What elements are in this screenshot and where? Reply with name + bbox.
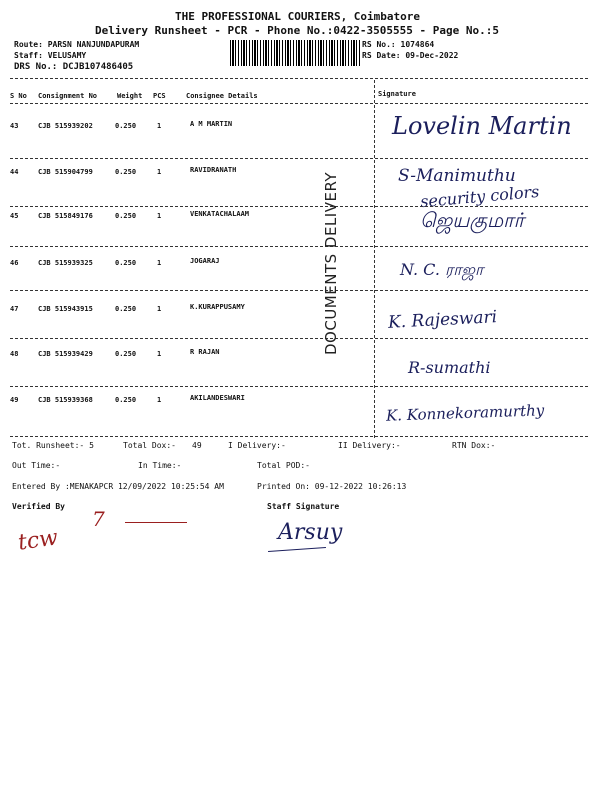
verified-by-label: Verified By: [12, 502, 65, 511]
row-pcs: 1: [157, 396, 162, 404]
row-consignee: VENKATACHALAAM: [190, 210, 250, 218]
staff-signature: Arsuy: [278, 520, 343, 545]
out-time-label: Out Time:-: [12, 461, 61, 470]
row-sno: 45: [10, 212, 19, 220]
row-weight: 0.250: [115, 168, 137, 176]
header-divider: [10, 78, 588, 79]
row-sno: 44: [10, 168, 19, 176]
row-consignment: CJB 515939429: [38, 350, 93, 358]
row-signature: K. Konnekoramurthy: [385, 401, 545, 425]
row-pcs: 1: [157, 305, 162, 313]
signature-column-divider: [374, 80, 375, 438]
row-signature: Lovelin Martin: [392, 112, 572, 140]
staff-signature-label: Staff Signature: [267, 502, 340, 511]
col-weight: Weight: [117, 92, 143, 100]
table-bottom-divider: [10, 436, 588, 437]
tot-runsheet: Tot. Runsheet:- 5: [12, 441, 94, 450]
row-consignee: K.KURAPPUSAMY: [190, 303, 245, 311]
verified-by-mark: 7: [92, 507, 105, 531]
staff-signature-underline: [268, 547, 326, 552]
row-divider: [10, 206, 588, 207]
in-time-label: In Time:-: [138, 461, 182, 470]
row-weight: 0.250: [115, 122, 137, 130]
col-consignee: Consignee Details: [186, 92, 258, 100]
i-delivery-label: I Delivery:-: [228, 441, 286, 450]
rs-number: RS No.: 1074864: [362, 40, 435, 49]
row-signature: S-Manimuthu: [398, 166, 516, 186]
row-sno: 47: [10, 305, 19, 313]
row-signature-extra: security colors: [419, 181, 541, 212]
row-divider: [10, 246, 588, 247]
staff-label: Staff: VELUSAMY: [14, 51, 87, 60]
row-consignee: R RAJAN: [190, 348, 220, 356]
row-sno: 43: [10, 122, 19, 130]
row-pcs: 1: [157, 168, 162, 176]
row-pcs: 1: [157, 350, 162, 358]
row-signature: K. Rajeswari: [387, 307, 498, 333]
row-weight: 0.250: [115, 259, 137, 267]
row-weight: 0.250: [115, 305, 137, 313]
row-sno: 48: [10, 350, 19, 358]
barcode: [230, 40, 360, 66]
row-signature: ஜெயகுமார்: [420, 208, 525, 232]
entered-by: Entered By :MENAKAPCR 12/09/2022 10:25:54 AM: [12, 482, 224, 491]
total-pod-label: Total POD:-: [257, 461, 310, 470]
row-pcs: 1: [157, 122, 162, 130]
row-consignee: JOGARAJ: [190, 257, 220, 265]
row-consignee: RAVIDRANATH: [190, 166, 237, 174]
row-weight: 0.250: [115, 396, 137, 404]
total-dox-value: 49: [192, 441, 202, 450]
col-sno: S No: [10, 92, 27, 100]
row-consignment: CJB 515904799: [38, 168, 93, 176]
row-sno: 49: [10, 396, 19, 404]
row-signature: N. C. ராஜா: [400, 260, 484, 279]
verified-by-line: [125, 522, 187, 523]
row-divider: [10, 338, 588, 339]
row-weight: 0.250: [115, 212, 137, 220]
rs-date: RS Date: 09-Dec-2022: [362, 51, 459, 60]
column-header-divider: [10, 103, 588, 104]
verified-by-signature: tcw: [16, 525, 60, 556]
col-consignment: Consignment No: [38, 92, 98, 100]
documents-delivery-stamp: DOCUMENTS DELIVERY: [322, 171, 340, 355]
col-pcs: PCS: [153, 92, 166, 100]
row-consignment: CJB 515939325: [38, 259, 93, 267]
row-sno: 46: [10, 259, 19, 267]
runsheet-title: Delivery Runsheet - PCR - Phone No.:0422-3505555 - Page No.:5: [95, 24, 499, 37]
row-consignment: CJB 515943915: [38, 305, 93, 313]
row-consignee: AKILANDESWARI: [190, 394, 245, 402]
col-signature: Signature: [378, 90, 416, 98]
row-divider: [10, 290, 588, 291]
row-pcs: 1: [157, 259, 162, 267]
row-consignment: CJB 515849176: [38, 212, 93, 220]
row-signature: R-sumathi: [408, 358, 491, 377]
company-name: THE PROFESSIONAL COURIERS, Coimbatore: [175, 10, 421, 23]
row-consignment: CJB 515939202: [38, 122, 93, 130]
row-consignee: A M MARTIN: [190, 120, 233, 128]
row-divider: [10, 158, 588, 159]
ii-delivery-label: II Delivery:-: [338, 441, 401, 450]
row-weight: 0.250: [115, 350, 137, 358]
route-label: Route: PARSN NANJUNDAPURAM: [14, 40, 140, 49]
printed-on: Printed On: 09-12-2022 10:26:13: [257, 482, 407, 491]
total-dox-label: Total Dox:-: [123, 441, 176, 450]
drs-number: DRS No.: DCJB107486405: [14, 62, 134, 72]
row-divider: [10, 386, 588, 387]
row-consignment: CJB 515939368: [38, 396, 93, 404]
rtn-dox-label: RTN Dox:-: [452, 441, 496, 450]
row-pcs: 1: [157, 212, 162, 220]
